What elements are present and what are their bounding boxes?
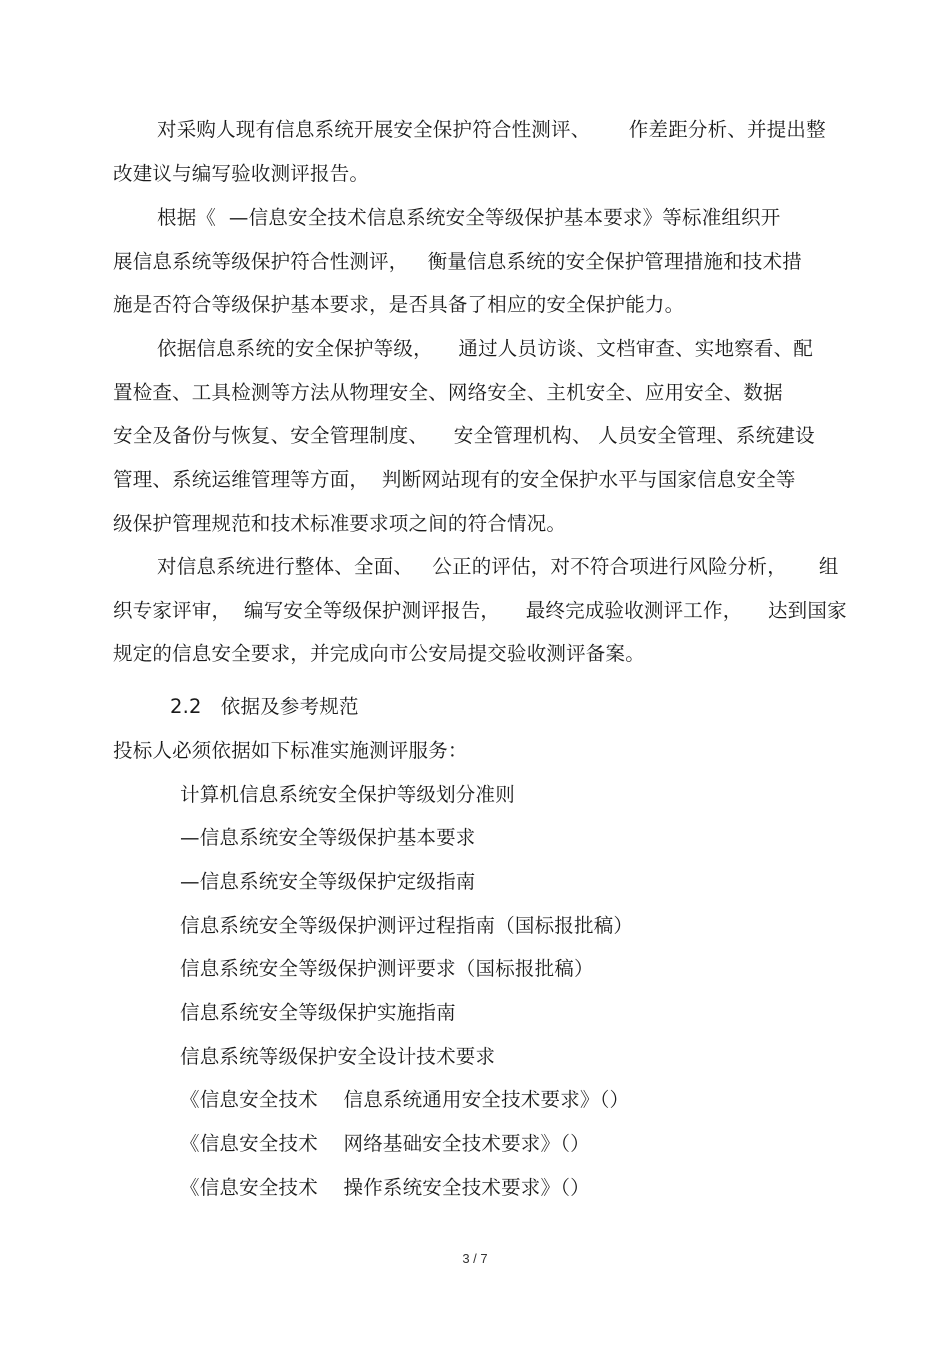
paragraph-3-line-3: 安全及备份与恢复、安全管理制度、 安全管理机构、 人员安全管理、系统建设 [113,424,815,447]
paragraph-1-line-1: 对采购人现有信息系统开展安全保护符合性测评、 作差距分析、并提出整 [157,118,826,141]
section-intro: 投标人必须依据如下标准实施测评服务： [113,739,468,762]
paragraph-4-line-2: 织专家评审， 编写安全等级保护测评报告， 最终完成验收测评工作， 达到国家 [113,599,847,622]
paragraph-4-line-1: 对信息系统进行整体、全面、 公正的评估，对不符合项进行风险分析， 组 [157,555,839,578]
paragraph-3-line-1: 依据信息系统的安全保护等级， 通过人员访谈、文档审查、实地察看、配 [157,337,813,360]
paragraph-1-line-2: 改建议与编写验收测评报告。 [113,162,370,185]
standard-item: —信息系统安全等级保护定级指南 [180,870,476,893]
section-heading: 2.2 依据及参考规范 [170,695,359,718]
paragraph-4-line-3: 规定的信息安全要求，并完成向市公安局提交验收测评备案。 [113,642,645,665]
paragraph-3-line-5: 级保护管理规范和技术标准要求项之间的符合情况。 [113,512,567,535]
standard-item: 《信息安全技术 网络基础安全技术要求》（） [180,1132,590,1155]
paragraph-2-line-1: 根据《 —信息安全技术信息系统安全等级保护基本要求》等标准组织开 [157,206,781,229]
standard-item: 计算机信息系统安全保护等级划分准则 [180,783,515,806]
paragraph-2-line-2: 展信息系统等级保护符合性测评， 衡量信息系统的安全保护管理措施和技术措 [113,250,802,273]
standard-item: 《信息安全技术 信息系统通用安全技术要求》（） [180,1088,630,1111]
page-number: 3 / 7 [462,1251,488,1266]
standard-item: 信息系统安全等级保护测评过程指南（国标报批稿） [180,914,634,937]
standard-item: 信息系统安全等级保护实施指南 [180,1001,456,1024]
paragraph-3-line-4: 管理、系统运维管理等方面， 判断网站现有的安全保护水平与国家信息安全等 [113,468,796,491]
standard-item: 信息系统等级保护安全设计技术要求 [180,1045,496,1068]
standard-item: 《信息安全技术 操作系统安全技术要求》（） [180,1176,590,1199]
standard-item: 信息系统安全等级保护测评要求（国标报批稿） [180,957,594,980]
paragraph-3-line-2: 置检查、工具检测等方法从物理安全、网络安全、主机安全、应用安全、数据 [113,381,783,404]
standard-item: —信息系统安全等级保护基本要求 [180,826,476,849]
paragraph-2-line-3: 施是否符合等级保护基本要求，是否具备了相应的安全保护能力。 [113,293,685,316]
